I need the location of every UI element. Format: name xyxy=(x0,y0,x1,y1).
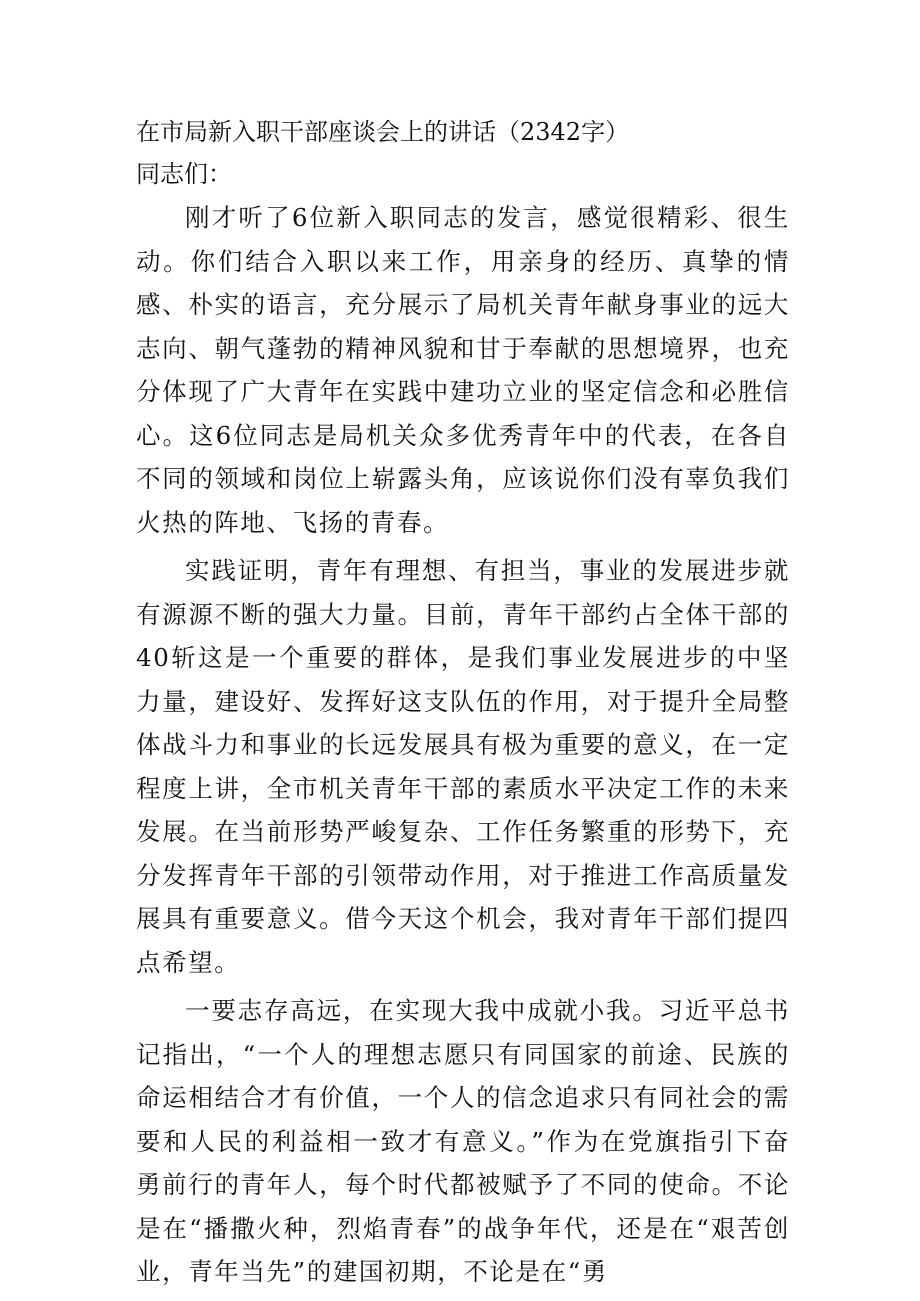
document-title: 在市局新入职干部座谈会上的讲话（2342字） xyxy=(136,118,630,146)
paragraph: 刚才听了6位新入职同志的发言，感觉很精彩、很生动。你们结合入职以来工作，用亲身的经历、真挚的情感、朴实的语言，充分展示了局机关青年献身事业的远大志向、朝气蓬勃的精神风貌和甘于奉献的思想境界，也充分体现了广大青年在实践中建功立业的坚定信念和必胜信心。这6位同志是局机关众多优秀青年中的代表，在各自不同的领域和岗位上崭露头角，应该说你们没有辜负我们火热的阵地、飞扬的青春。 xyxy=(136,203,790,537)
salutation: 同志们： xyxy=(136,160,232,188)
paragraph: 实践证明，青年有理想、有担当，事业的发展进步就有源源不断的强大力量。目前，青年干部约占全体干部的40斩这是一个重要的群体，是我们事业发展进步的中坚力量，建设好、发挥好这支队伍的作用，对于提升全局整体战斗力和事业的长远发展具有极为重要的意义，在一定程度上讲，全市机关青年干部的素质水平决定工作的未来发展。在当前形势严峻复杂、工作任务繁重的形势下，充分发挥青年干部的引领带动作用，对于推进工作高质量发展具有重要意义。借今天这个机会，我对青年干部们提四点希望。 xyxy=(136,556,790,977)
document-body xyxy=(136,196,790,1299)
paragraph: 一要志存高远，在实现大我中成就小我。习近平总书记指出，“一个人的理想志愿只有同国家的前途、民族的命运相结合才有价值，一个人的信念追求只有同社会的需要和人民的利益相一致才有意义。”作为在党旗指引下奋勇前行的青年人，每个时代都被赋予了不同的使命。不论是在“播撒火种，烈焰青春”的战争年代，还是在“艰苦创业，青年当先”的建国初期，不论是在“勇 xyxy=(136,996,790,1286)
